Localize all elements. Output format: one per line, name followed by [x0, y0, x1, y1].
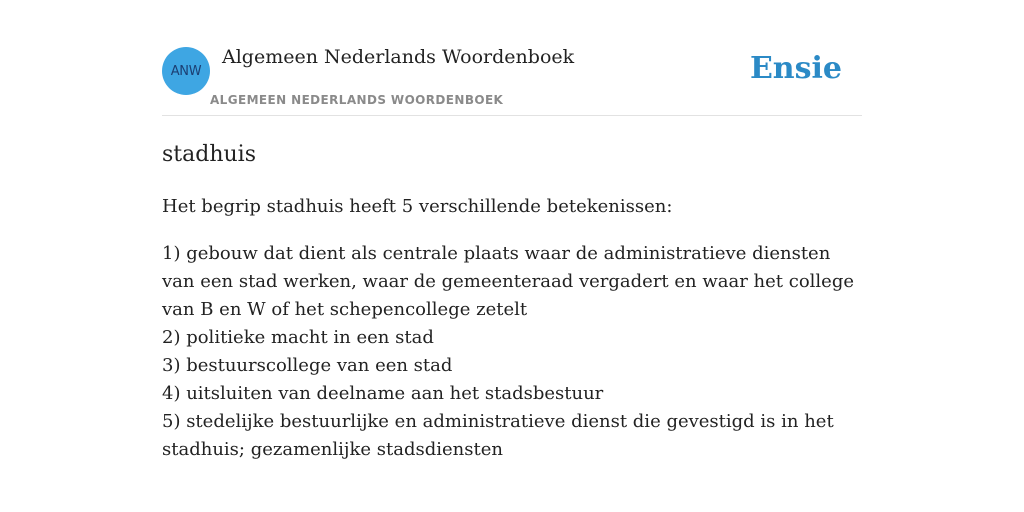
entry-content: [162, 116, 862, 464]
meanings-list: [162, 240, 862, 464]
source-subtitle: ALGEMEEN NEDERLANDS WOORDENBOEK: [210, 93, 504, 107]
entry-intro: Het begrip stadhuis heeft 5 verschillende betekenissen:: [162, 196, 673, 217]
ensie-logo-link[interactable]: Ensie: [749, 51, 842, 86]
meaning-item: 4) uitsluiten van deelname aan het stadsbestuur: [162, 383, 604, 404]
source-title[interactable]: Algemeen Nederlands Woordenboek: [222, 46, 575, 68]
meaning-item: 5) stedelijke bestuurlijke en administratieve dienst die gevestigd is in het stadhuis; gezamenlijke stadsdiensten: [162, 411, 834, 460]
source-header: [162, 0, 862, 116]
page-title: stadhuis: [162, 142, 256, 167]
page-container: [162, 0, 862, 464]
meaning-item: 3) bestuurscollege van een stad: [162, 355, 453, 376]
meaning-item: 1) gebouw dat dient als centrale plaats waar de administratieve diensten van een stad werken, waar de gemeenteraad vergadert en waar het college van B en W of het schepencollege zetelt: [162, 243, 855, 320]
logo-text: ANW: [170, 63, 202, 79]
anw-logo[interactable]: [162, 47, 210, 95]
meaning-item: 2) politieke macht in een stad: [162, 327, 434, 348]
